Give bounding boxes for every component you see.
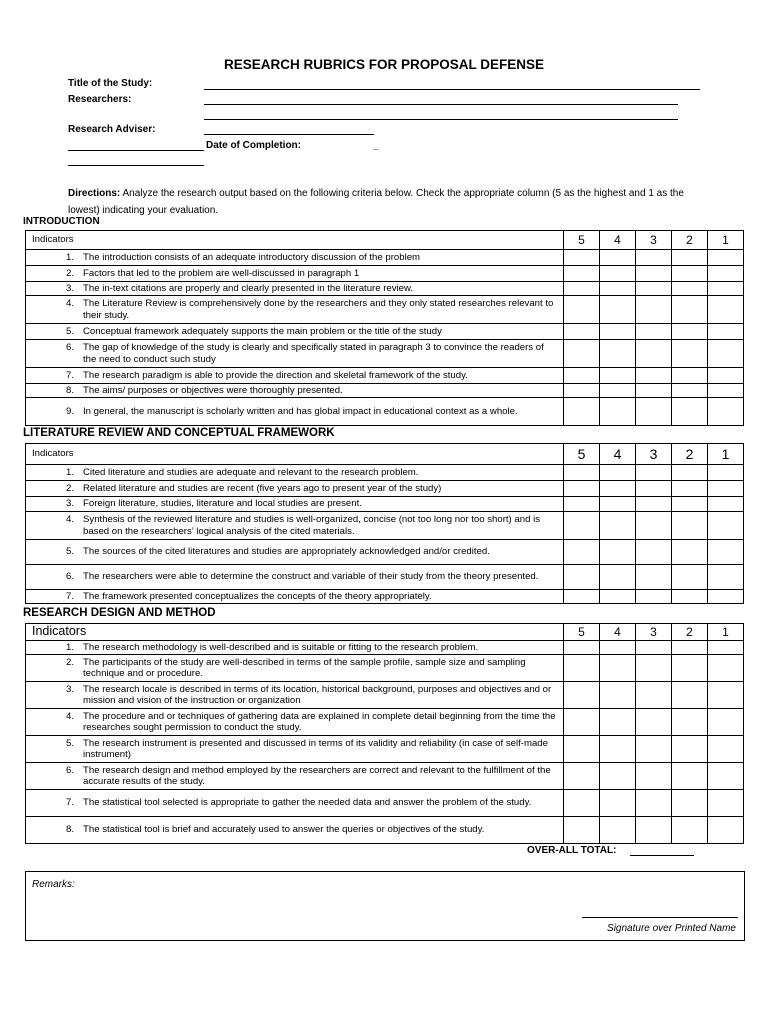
indicator-text: The statistical tool selected is appropriate to gather the needed data and answer the problem of the study. [83,797,532,809]
score-cell-4[interactable] [600,736,636,763]
score-cell-4[interactable] [600,282,636,296]
indicator-text: Conceptual framework adequately supports the main problem or the title of the study [83,325,442,337]
indicator-number: 1. [65,641,74,653]
table-row [26,340,744,368]
table-row [26,540,744,565]
indicator-number: 4. [65,298,74,309]
score-cell-2[interactable] [672,590,708,604]
score-cell-1[interactable] [708,340,744,368]
score-cell-3[interactable] [636,655,672,682]
score-cell-3[interactable] [636,512,672,540]
score-cell-3[interactable] [636,709,672,736]
section-title-literature-review: LITERATURE REVIEW AND CONCEPTUAL FRAMEWORK [23,427,335,439]
score-cell-2[interactable] [672,481,708,497]
indicator-cell [26,368,564,384]
indicator-text: In general, the manuscript is scholarly written and has global impact in educational context as a whole. [83,405,518,417]
score-cell-4[interactable] [600,817,636,844]
indicator-cell [26,590,564,604]
score-cell-5[interactable] [564,512,600,540]
title-of-study-label: Title of the Study: [68,78,153,89]
indicator-number: 3. [65,282,74,294]
rubric-table-research-design [25,623,744,844]
score-cell-2[interactable] [672,282,708,296]
score-cell-5[interactable] [564,465,600,481]
section-title-introduction: INTRODUCTION [23,216,100,227]
indicator-cell [26,709,564,736]
score-cell-3[interactable] [636,282,672,296]
score-cell-3[interactable] [636,324,672,340]
score-cell-3[interactable] [636,497,672,512]
score-cell-4[interactable] [600,641,636,655]
table-row [26,590,744,604]
directions-text: Analyze the research output based on the following criteria below. Check the appropriate column (5 as the highest and 1 as the lowest) indicating your evaluation. [68,188,684,216]
score-cell-4[interactable] [600,324,636,340]
score-cell-3[interactable] [636,817,672,844]
score-header-4: 4 [600,444,636,465]
indicator-cell [26,540,564,565]
score-cell-5[interactable] [564,250,600,266]
rubric-table-introduction [25,230,744,426]
score-header-2: 2 [672,444,708,465]
table-row [26,398,744,426]
table-row [26,497,744,512]
score-cell-1[interactable] [708,512,744,540]
indicator-number: 5. [65,546,74,558]
adviser-label: Research Adviser: [68,124,156,135]
score-cell-5[interactable] [564,709,600,736]
score-cell-4[interactable] [600,682,636,709]
overall-total-field[interactable] [630,855,694,856]
table-row [26,465,744,481]
score-cell-2[interactable] [672,340,708,368]
score-cell-5[interactable] [564,324,600,340]
indicator-text: The in-text citations are properly and clearly presented in the literature review. [83,282,414,294]
signature-label: Signature over Printed Name [607,923,736,934]
score-cell-2[interactable] [672,655,708,682]
indicator-text: The introduction consists of an adequate introductory discussion of the problem [83,251,421,263]
score-cell-2[interactable] [672,296,708,324]
indicator-cell [26,763,564,790]
table-row [26,736,744,763]
score-cell-5[interactable] [564,266,600,282]
indicator-cell [26,817,564,844]
directions [68,185,688,219]
score-cell-5[interactable] [564,790,600,817]
indicator-text: The research paradigm is able to provide the direction and skeletal framework of the study. [83,369,468,381]
indicators-header: Indicators [26,624,564,641]
indicator-cell [26,250,564,266]
score-cell-5[interactable] [564,641,600,655]
score-cell-2[interactable] [672,709,708,736]
score-cell-3[interactable] [636,682,672,709]
score-header-5: 5 [564,624,600,641]
score-cell-2[interactable] [672,250,708,266]
table-header-row [26,624,744,641]
indicator-number: 7. [65,797,74,809]
score-header-5: 5 [564,444,600,465]
indicator-number: 2. [65,482,74,494]
score-cell-4[interactable] [600,296,636,324]
score-cell-2[interactable] [672,790,708,817]
score-cell-1[interactable] [708,817,744,844]
table-header-row [26,231,744,250]
score-cell-5[interactable] [564,282,600,296]
score-cell-1[interactable] [708,384,744,398]
score-cell-3[interactable] [636,481,672,497]
indicator-text: The procedure and or techniques of gathering data are explained in complete detail beginning from the time the researches sought permission to conduct the study. [83,710,556,733]
indicator-text: Related literature and studies are recent (five years ago to present year of the study) [83,482,442,494]
indicator-number: 8. [65,824,74,836]
score-cell-2[interactable] [672,817,708,844]
table-row [26,790,744,817]
score-header-3: 3 [636,624,672,641]
table-row [26,763,744,790]
indicator-number: 3. [65,498,74,510]
score-cell-3[interactable] [636,540,672,565]
score-cell-1[interactable] [708,368,744,384]
score-cell-2[interactable] [672,736,708,763]
score-cell-3[interactable] [636,590,672,604]
table-row [26,384,744,398]
score-cell-3[interactable] [636,384,672,398]
indicator-cell [26,465,564,481]
indicator-cell [26,497,564,512]
indicator-text: The research methodology is well-described and is suitable or fitting to the research problem. [83,641,479,653]
score-cell-1[interactable] [708,655,744,682]
indicator-number: 6. [65,342,74,353]
indicator-cell [26,682,564,709]
score-cell-1[interactable] [708,641,744,655]
indicator-number: 6. [65,764,74,776]
score-cell-1[interactable] [708,250,744,266]
score-cell-3[interactable] [636,736,672,763]
score-cell-3[interactable] [636,340,672,368]
indicator-cell [26,282,564,296]
indicator-cell [26,266,564,282]
adviser-line[interactable] [204,134,374,135]
score-cell-4[interactable] [600,340,636,368]
table-row [26,250,744,266]
score-cell-3[interactable] [636,763,672,790]
score-cell-3[interactable] [636,296,672,324]
score-cell-2[interactable] [672,682,708,709]
indicator-text: The framework presented conceptualizes the concepts of the theory appropriately. [83,590,432,602]
indicator-cell [26,296,564,324]
score-cell-1[interactable] [708,590,744,604]
score-cell-2[interactable] [672,512,708,540]
score-cell-2[interactable] [672,540,708,565]
indicators-header: Indicators [26,231,564,250]
section-title-research-design: RESEARCH DESIGN AND METHOD [23,607,216,619]
indicator-number: 4. [65,710,74,722]
table-row [26,565,744,590]
score-cell-3[interactable] [636,398,672,426]
score-cell-3[interactable] [636,250,672,266]
score-cell-4[interactable] [600,465,636,481]
score-cell-4[interactable] [600,398,636,426]
indicator-text: The sources of the cited literatures and studies are appropriately acknowledged and/or credited. [83,546,490,558]
score-header-2: 2 [672,624,708,641]
score-cell-5[interactable] [564,682,600,709]
indicator-number: 3. [65,683,74,695]
indicator-number: 4. [65,514,74,525]
table-row [26,655,744,682]
indicator-number: 7. [65,369,74,381]
score-header-3: 3 [636,444,672,465]
indicator-number: 2. [65,656,74,668]
indicator-number: 1. [65,466,74,478]
score-header-1: 1 [708,444,744,465]
score-cell-5[interactable] [564,817,600,844]
score-cell-1[interactable] [708,790,744,817]
score-cell-5[interactable] [564,340,600,368]
score-cell-4[interactable] [600,763,636,790]
researchers-label: Researchers: [68,94,132,105]
score-cell-1[interactable] [708,465,744,481]
score-header-4: 4 [600,624,636,641]
indicator-number: 6. [65,571,74,583]
score-cell-2[interactable] [672,384,708,398]
rubric-table-literature-review [25,443,744,604]
indicator-text: The aims/ purposes or objectives were thoroughly presented. [83,384,343,396]
score-cell-5[interactable] [564,655,600,682]
score-cell-1[interactable] [708,709,744,736]
score-cell-1[interactable] [708,296,744,324]
score-cell-4[interactable] [600,368,636,384]
score-cell-2[interactable] [672,565,708,590]
score-cell-1[interactable] [708,481,744,497]
score-cell-4[interactable] [600,540,636,565]
score-cell-4[interactable] [600,709,636,736]
score-cell-1[interactable] [708,324,744,340]
indicator-cell [26,790,564,817]
score-cell-1[interactable] [708,540,744,565]
score-cell-1[interactable] [708,266,744,282]
indicator-text: The research instrument is presented and discussed in terms of its validity and reliability (in case of self-made instrument) [83,737,548,760]
score-cell-3[interactable] [636,266,672,282]
table-row [26,512,744,540]
score-cell-4[interactable] [600,481,636,497]
score-cell-3[interactable] [636,565,672,590]
indicator-text: Synthesis of the reviewed literature and studies is well-organized, concise (not too long nor too short) and is based on the researchers’ logical analysis of the cited materials. [83,514,541,537]
score-cell-4[interactable] [600,565,636,590]
indicator-number: 2. [65,267,74,279]
researchers-line-1[interactable] [204,104,678,105]
score-header-2: 2 [672,231,708,250]
indicator-text: The statistical tool is brief and accurately used to answer the queries or objectives of the study. [83,824,485,836]
score-header-3: 3 [636,231,672,250]
score-cell-2[interactable] [672,324,708,340]
date-of-completion-mark[interactable]: _ [373,140,379,151]
adviser-signature-line[interactable] [68,150,204,151]
date-of-completion-label: Date of Completion: [206,140,301,151]
indicator-cell [26,398,564,426]
score-cell-1[interactable] [708,682,744,709]
indicator-text: The research locale is described in terms of its location, historical background, purposes and objectives and or mission and vision of the instruction or organization [83,683,552,706]
score-cell-5[interactable] [564,296,600,324]
indicator-text: Foreign literature, studies, literature and local studies are present. [83,498,362,510]
indicator-number: 5. [65,325,74,337]
score-cell-4[interactable] [600,655,636,682]
table-row [26,282,744,296]
title-of-study-line[interactable] [204,89,700,90]
score-cell-3[interactable] [636,368,672,384]
table-row [26,266,744,282]
indicators-header: Indicators [26,444,564,465]
extra-line[interactable] [68,165,204,166]
score-cell-4[interactable] [600,266,636,282]
indicator-number: 7. [65,590,74,602]
score-cell-2[interactable] [672,368,708,384]
score-header-1: 1 [708,624,744,641]
score-cell-3[interactable] [636,790,672,817]
indicator-cell [26,736,564,763]
table-header-row [26,444,744,465]
score-cell-5[interactable] [564,497,600,512]
indicator-number: 8. [65,384,74,396]
score-cell-1[interactable] [708,736,744,763]
table-row [26,709,744,736]
score-cell-1[interactable] [708,398,744,426]
indicator-cell [26,641,564,655]
score-cell-5[interactable] [564,590,600,604]
score-cell-5[interactable] [564,763,600,790]
indicator-number: 5. [65,737,74,749]
score-cell-3[interactable] [636,641,672,655]
indicator-text: The participants of the study are well-described in terms of the sample profile, sample size and sampling technique and or procedure. [83,656,526,679]
score-cell-4[interactable] [600,790,636,817]
indicator-cell [26,512,564,540]
table-row [26,682,744,709]
score-cell-2[interactable] [672,398,708,426]
indicator-text: Factors that led to the problem are well-discussed in paragraph 1 [83,267,360,279]
signature-line[interactable] [582,917,738,918]
score-header-4: 4 [600,231,636,250]
score-cell-3[interactable] [636,465,672,481]
score-cell-1[interactable] [708,497,744,512]
score-cell-5[interactable] [564,565,600,590]
table-row [26,296,744,324]
score-cell-5[interactable] [564,368,600,384]
indicator-text: The research design and method employed by the researchers are correct and relevant to the fulfillment of the accurate results of the study. [83,764,551,787]
overall-total-label: OVER-ALL TOTAL: [527,845,617,856]
score-cell-5[interactable] [564,736,600,763]
score-cell-5[interactable] [564,540,600,565]
indicator-cell [26,565,564,590]
indicator-cell [26,384,564,398]
score-cell-2[interactable] [672,763,708,790]
score-cell-2[interactable] [672,266,708,282]
page-title: RESEARCH RUBRICS FOR PROPOSAL DEFENSE [223,57,545,72]
directions-label: Directions: [68,188,121,199]
score-cell-4[interactable] [600,250,636,266]
table-row [26,324,744,340]
indicator-text: The researchers were able to determine the construct and variable of their study from the theory presented. [83,571,539,583]
indicator-cell [26,340,564,368]
score-cell-1[interactable] [708,565,744,590]
indicator-text: Cited literature and studies are adequate and relevant to the research problem. [83,466,419,478]
score-cell-5[interactable] [564,481,600,497]
score-cell-4[interactable] [600,497,636,512]
score-cell-5[interactable] [564,384,600,398]
score-header-5: 5 [564,231,600,250]
indicator-number: 1. [65,251,74,263]
score-cell-4[interactable] [600,384,636,398]
score-cell-4[interactable] [600,590,636,604]
score-header-1: 1 [708,231,744,250]
indicator-cell [26,655,564,682]
score-cell-2[interactable] [672,641,708,655]
remarks-label: Remarks: [32,879,75,890]
table-row [26,817,744,844]
score-cell-5[interactable] [564,398,600,426]
table-row [26,481,744,497]
score-cell-1[interactable] [708,282,744,296]
indicator-text: The Literature Review is comprehensively done by the researchers and they only stated researches relevant to their study. [83,298,554,321]
table-row [26,368,744,384]
researchers-line-2[interactable] [204,119,678,120]
score-cell-2[interactable] [672,465,708,481]
score-cell-1[interactable] [708,763,744,790]
indicator-cell [26,324,564,340]
indicator-text: The gap of knowledge of the study is clearly and specifically stated in paragraph 3 to convince the readers of the need to conduct such study [83,342,544,365]
indicator-cell [26,481,564,497]
score-cell-2[interactable] [672,497,708,512]
indicator-number: 9. [65,405,74,417]
score-cell-4[interactable] [600,512,636,540]
remarks-box[interactable] [25,871,745,941]
table-row [26,641,744,655]
